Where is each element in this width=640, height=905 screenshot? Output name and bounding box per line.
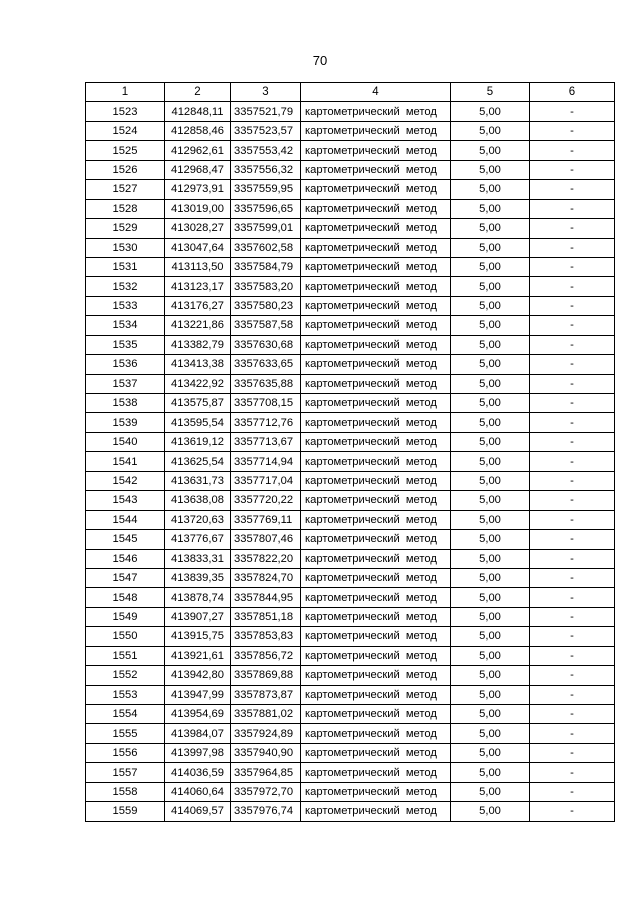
table-row bbox=[86, 257, 615, 276]
table-row bbox=[86, 724, 615, 743]
y-coordinate-cell: 3357769,11 bbox=[231, 510, 301, 529]
accuracy-cell: 5,00 bbox=[451, 627, 530, 646]
table-row bbox=[86, 355, 615, 374]
note-cell: - bbox=[530, 355, 615, 374]
table-row bbox=[86, 316, 615, 335]
column-header: 5 bbox=[451, 83, 530, 102]
note-cell: - bbox=[530, 782, 615, 801]
accuracy-cell: 5,00 bbox=[451, 646, 530, 665]
point-number-cell: 1544 bbox=[86, 510, 165, 529]
accuracy-cell: 5,00 bbox=[451, 238, 530, 257]
accuracy-cell: 5,00 bbox=[451, 802, 530, 821]
note-cell: - bbox=[530, 413, 615, 432]
point-number-cell: 1529 bbox=[86, 219, 165, 238]
method-cell: картометрический метод bbox=[301, 530, 451, 549]
y-coordinate-cell: 3357940,90 bbox=[231, 743, 301, 762]
method-cell: картометрический метод bbox=[301, 646, 451, 665]
y-coordinate-cell: 3357712,76 bbox=[231, 413, 301, 432]
accuracy-cell: 5,00 bbox=[451, 413, 530, 432]
y-coordinate-cell: 3357976,74 bbox=[231, 802, 301, 821]
accuracy-cell: 5,00 bbox=[451, 452, 530, 471]
method-cell: картометрический метод bbox=[301, 588, 451, 607]
point-number-cell: 1554 bbox=[86, 705, 165, 724]
point-number-cell: 1530 bbox=[86, 238, 165, 257]
point-number-cell: 1542 bbox=[86, 471, 165, 490]
note-cell: - bbox=[530, 743, 615, 762]
accuracy-cell: 5,00 bbox=[451, 121, 530, 140]
accuracy-cell: 5,00 bbox=[451, 549, 530, 568]
point-number-cell: 1541 bbox=[86, 452, 165, 471]
y-coordinate-cell: 3357553,42 bbox=[231, 141, 301, 160]
note-cell: - bbox=[530, 685, 615, 704]
x-coordinate-cell: 413047,64 bbox=[165, 238, 231, 257]
x-coordinate-cell: 413776,67 bbox=[165, 530, 231, 549]
point-number-cell: 1552 bbox=[86, 666, 165, 685]
x-coordinate-cell: 413984,07 bbox=[165, 724, 231, 743]
accuracy-cell: 5,00 bbox=[451, 141, 530, 160]
table-row bbox=[86, 277, 615, 296]
point-number-cell: 1551 bbox=[86, 646, 165, 665]
accuracy-cell: 5,00 bbox=[451, 257, 530, 276]
note-cell: - bbox=[530, 199, 615, 218]
point-number-cell: 1539 bbox=[86, 413, 165, 432]
point-number-cell: 1555 bbox=[86, 724, 165, 743]
y-coordinate-cell: 3357924,89 bbox=[231, 724, 301, 743]
method-cell: картометрический метод bbox=[301, 394, 451, 413]
note-cell: - bbox=[530, 374, 615, 393]
point-number-cell: 1533 bbox=[86, 296, 165, 315]
y-coordinate-cell: 3357824,70 bbox=[231, 568, 301, 587]
table-row bbox=[86, 568, 615, 587]
point-number-cell: 1540 bbox=[86, 432, 165, 451]
note-cell: - bbox=[530, 335, 615, 354]
method-cell: картометрический метод bbox=[301, 724, 451, 743]
point-number-cell: 1526 bbox=[86, 160, 165, 179]
x-coordinate-cell: 413221,86 bbox=[165, 316, 231, 335]
table-row bbox=[86, 607, 615, 626]
column-header: 2 bbox=[165, 83, 231, 102]
y-coordinate-cell: 3357556,32 bbox=[231, 160, 301, 179]
x-coordinate-cell: 412962,61 bbox=[165, 141, 231, 160]
x-coordinate-cell: 413625,54 bbox=[165, 452, 231, 471]
y-coordinate-cell: 3357853,83 bbox=[231, 627, 301, 646]
method-cell: картометрический метод bbox=[301, 277, 451, 296]
note-cell: - bbox=[530, 802, 615, 821]
accuracy-cell: 5,00 bbox=[451, 335, 530, 354]
x-coordinate-cell: 413942,80 bbox=[165, 666, 231, 685]
point-number-cell: 1558 bbox=[86, 782, 165, 801]
table-row bbox=[86, 471, 615, 490]
table-row bbox=[86, 180, 615, 199]
point-number-cell: 1556 bbox=[86, 743, 165, 762]
x-coordinate-cell: 414060,64 bbox=[165, 782, 231, 801]
accuracy-cell: 5,00 bbox=[451, 432, 530, 451]
column-header: 4 bbox=[301, 83, 451, 102]
method-cell: картометрический метод bbox=[301, 685, 451, 704]
accuracy-cell: 5,00 bbox=[451, 296, 530, 315]
x-coordinate-cell: 413915,75 bbox=[165, 627, 231, 646]
note-cell: - bbox=[530, 432, 615, 451]
note-cell: - bbox=[530, 257, 615, 276]
note-cell: - bbox=[530, 491, 615, 510]
method-cell: картометрический метод bbox=[301, 432, 451, 451]
y-coordinate-cell: 3357873,87 bbox=[231, 685, 301, 704]
accuracy-cell: 5,00 bbox=[451, 199, 530, 218]
method-cell: картометрический метод bbox=[301, 413, 451, 432]
table-row bbox=[86, 588, 615, 607]
column-header: 1 bbox=[86, 83, 165, 102]
x-coordinate-cell: 413720,63 bbox=[165, 510, 231, 529]
point-number-cell: 1535 bbox=[86, 335, 165, 354]
note-cell: - bbox=[530, 102, 615, 121]
y-coordinate-cell: 3357580,23 bbox=[231, 296, 301, 315]
x-coordinate-cell: 413422,92 bbox=[165, 374, 231, 393]
accuracy-cell: 5,00 bbox=[451, 705, 530, 724]
y-coordinate-cell: 3357523,57 bbox=[231, 121, 301, 140]
y-coordinate-cell: 3357720,22 bbox=[231, 491, 301, 510]
method-cell: картометрический метод bbox=[301, 627, 451, 646]
x-coordinate-cell: 413947,99 bbox=[165, 685, 231, 704]
table-row bbox=[86, 413, 615, 432]
x-coordinate-cell: 413176,27 bbox=[165, 296, 231, 315]
page-number: 70 bbox=[312, 53, 328, 68]
y-coordinate-cell: 3357521,79 bbox=[231, 102, 301, 121]
accuracy-cell: 5,00 bbox=[451, 607, 530, 626]
table-row bbox=[86, 296, 615, 315]
y-coordinate-cell: 3357559,95 bbox=[231, 180, 301, 199]
accuracy-cell: 5,00 bbox=[451, 491, 530, 510]
point-number-cell: 1547 bbox=[86, 568, 165, 587]
table-header-row bbox=[86, 83, 615, 102]
point-number-cell: 1528 bbox=[86, 199, 165, 218]
accuracy-cell: 5,00 bbox=[451, 394, 530, 413]
note-cell: - bbox=[530, 588, 615, 607]
y-coordinate-cell: 3357630,68 bbox=[231, 335, 301, 354]
method-cell: картометрический метод bbox=[301, 257, 451, 276]
method-cell: картометрический метод bbox=[301, 666, 451, 685]
point-number-cell: 1546 bbox=[86, 549, 165, 568]
table-row bbox=[86, 782, 615, 801]
table-row bbox=[86, 335, 615, 354]
y-coordinate-cell: 3357807,46 bbox=[231, 530, 301, 549]
x-coordinate-cell: 413839,35 bbox=[165, 568, 231, 587]
accuracy-cell: 5,00 bbox=[451, 685, 530, 704]
y-coordinate-cell: 3357599,01 bbox=[231, 219, 301, 238]
y-coordinate-cell: 3357602,58 bbox=[231, 238, 301, 257]
method-cell: картометрический метод bbox=[301, 374, 451, 393]
y-coordinate-cell: 3357822,20 bbox=[231, 549, 301, 568]
table-row bbox=[86, 199, 615, 218]
note-cell: - bbox=[530, 705, 615, 724]
table-row bbox=[86, 432, 615, 451]
point-number-cell: 1557 bbox=[86, 763, 165, 782]
y-coordinate-cell: 3357635,88 bbox=[231, 374, 301, 393]
method-cell: картометрический метод bbox=[301, 335, 451, 354]
note-cell: - bbox=[530, 549, 615, 568]
table-row bbox=[86, 646, 615, 665]
x-coordinate-cell: 414069,57 bbox=[165, 802, 231, 821]
x-coordinate-cell: 413123,17 bbox=[165, 277, 231, 296]
accuracy-cell: 5,00 bbox=[451, 160, 530, 179]
method-cell: картометрический метод bbox=[301, 452, 451, 471]
column-header: 6 bbox=[530, 83, 615, 102]
x-coordinate-cell: 413954,69 bbox=[165, 705, 231, 724]
point-number-cell: 1534 bbox=[86, 316, 165, 335]
method-cell: картометрический метод bbox=[301, 199, 451, 218]
x-coordinate-cell: 413997,98 bbox=[165, 743, 231, 762]
y-coordinate-cell: 3357881,02 bbox=[231, 705, 301, 724]
note-cell: - bbox=[530, 452, 615, 471]
point-number-cell: 1549 bbox=[86, 607, 165, 626]
x-coordinate-cell: 413921,61 bbox=[165, 646, 231, 665]
method-cell: картометрический метод bbox=[301, 705, 451, 724]
x-coordinate-cell: 413638,08 bbox=[165, 491, 231, 510]
accuracy-cell: 5,00 bbox=[451, 102, 530, 121]
method-cell: картометрический метод bbox=[301, 510, 451, 529]
table-row bbox=[86, 219, 615, 238]
accuracy-cell: 5,00 bbox=[451, 724, 530, 743]
x-coordinate-cell: 412973,91 bbox=[165, 180, 231, 199]
method-cell: картометрический метод bbox=[301, 355, 451, 374]
point-number-cell: 1523 bbox=[86, 102, 165, 121]
method-cell: картометрический метод bbox=[301, 121, 451, 140]
method-cell: картометрический метод bbox=[301, 491, 451, 510]
note-cell: - bbox=[530, 121, 615, 140]
table-body bbox=[86, 83, 615, 822]
x-coordinate-cell: 412968,47 bbox=[165, 160, 231, 179]
table-row bbox=[86, 452, 615, 471]
accuracy-cell: 5,00 bbox=[451, 374, 530, 393]
y-coordinate-cell: 3357717,04 bbox=[231, 471, 301, 490]
x-coordinate-cell: 413413,38 bbox=[165, 355, 231, 374]
table-row bbox=[86, 374, 615, 393]
method-cell: картометрический метод bbox=[301, 549, 451, 568]
method-cell: картометрический метод bbox=[301, 296, 451, 315]
point-number-cell: 1550 bbox=[86, 627, 165, 646]
method-cell: картометрический метод bbox=[301, 607, 451, 626]
point-number-cell: 1559 bbox=[86, 802, 165, 821]
point-number-cell: 1543 bbox=[86, 491, 165, 510]
x-coordinate-cell: 413028,27 bbox=[165, 219, 231, 238]
accuracy-cell: 5,00 bbox=[451, 510, 530, 529]
x-coordinate-cell: 413907,27 bbox=[165, 607, 231, 626]
table-row bbox=[86, 394, 615, 413]
point-number-cell: 1548 bbox=[86, 588, 165, 607]
note-cell: - bbox=[530, 141, 615, 160]
x-coordinate-cell: 413382,79 bbox=[165, 335, 231, 354]
note-cell: - bbox=[530, 763, 615, 782]
table-row bbox=[86, 705, 615, 724]
note-cell: - bbox=[530, 471, 615, 490]
accuracy-cell: 5,00 bbox=[451, 180, 530, 199]
table-row bbox=[86, 141, 615, 160]
table-row bbox=[86, 121, 615, 140]
table-row bbox=[86, 763, 615, 782]
y-coordinate-cell: 3357851,18 bbox=[231, 607, 301, 626]
note-cell: - bbox=[530, 238, 615, 257]
method-cell: картометрический метод bbox=[301, 763, 451, 782]
note-cell: - bbox=[530, 160, 615, 179]
table-row bbox=[86, 549, 615, 568]
note-cell: - bbox=[530, 180, 615, 199]
accuracy-cell: 5,00 bbox=[451, 530, 530, 549]
coordinates-table bbox=[85, 82, 615, 822]
accuracy-cell: 5,00 bbox=[451, 219, 530, 238]
point-number-cell: 1537 bbox=[86, 374, 165, 393]
y-coordinate-cell: 3357583,20 bbox=[231, 277, 301, 296]
method-cell: картометрический метод bbox=[301, 568, 451, 587]
x-coordinate-cell: 413619,12 bbox=[165, 432, 231, 451]
note-cell: - bbox=[530, 219, 615, 238]
method-cell: картометрический метод bbox=[301, 141, 451, 160]
y-coordinate-cell: 3357633,65 bbox=[231, 355, 301, 374]
note-cell: - bbox=[530, 296, 615, 315]
method-cell: картометрический метод bbox=[301, 316, 451, 335]
x-coordinate-cell: 413575,87 bbox=[165, 394, 231, 413]
note-cell: - bbox=[530, 510, 615, 529]
accuracy-cell: 5,00 bbox=[451, 471, 530, 490]
method-cell: картометрический метод bbox=[301, 219, 451, 238]
note-cell: - bbox=[530, 666, 615, 685]
y-coordinate-cell: 3357713,67 bbox=[231, 432, 301, 451]
method-cell: картометрический метод bbox=[301, 102, 451, 121]
x-coordinate-cell: 413113,50 bbox=[165, 257, 231, 276]
point-number-cell: 1538 bbox=[86, 394, 165, 413]
point-number-cell: 1525 bbox=[86, 141, 165, 160]
table-row bbox=[86, 238, 615, 257]
table-row bbox=[86, 530, 615, 549]
y-coordinate-cell: 3357869,88 bbox=[231, 666, 301, 685]
x-coordinate-cell: 413631,73 bbox=[165, 471, 231, 490]
note-cell: - bbox=[530, 627, 615, 646]
note-cell: - bbox=[530, 607, 615, 626]
point-number-cell: 1553 bbox=[86, 685, 165, 704]
note-cell: - bbox=[530, 316, 615, 335]
point-number-cell: 1532 bbox=[86, 277, 165, 296]
y-coordinate-cell: 3357708,15 bbox=[231, 394, 301, 413]
y-coordinate-cell: 3357587,58 bbox=[231, 316, 301, 335]
column-header: 3 bbox=[231, 83, 301, 102]
table-row bbox=[86, 802, 615, 821]
table-row bbox=[86, 160, 615, 179]
y-coordinate-cell: 3357972,70 bbox=[231, 782, 301, 801]
accuracy-cell: 5,00 bbox=[451, 782, 530, 801]
note-cell: - bbox=[530, 277, 615, 296]
point-number-cell: 1527 bbox=[86, 180, 165, 199]
y-coordinate-cell: 3357856,72 bbox=[231, 646, 301, 665]
note-cell: - bbox=[530, 646, 615, 665]
method-cell: картометрический метод bbox=[301, 238, 451, 257]
method-cell: картометрический метод bbox=[301, 180, 451, 199]
y-coordinate-cell: 3357964,85 bbox=[231, 763, 301, 782]
table-row bbox=[86, 743, 615, 762]
note-cell: - bbox=[530, 724, 615, 743]
x-coordinate-cell: 412858,46 bbox=[165, 121, 231, 140]
note-cell: - bbox=[530, 568, 615, 587]
point-number-cell: 1524 bbox=[86, 121, 165, 140]
x-coordinate-cell: 413878,74 bbox=[165, 588, 231, 607]
y-coordinate-cell: 3357714,94 bbox=[231, 452, 301, 471]
table-row bbox=[86, 627, 615, 646]
table-row bbox=[86, 666, 615, 685]
x-coordinate-cell: 412848,11 bbox=[165, 102, 231, 121]
y-coordinate-cell: 3357844,95 bbox=[231, 588, 301, 607]
accuracy-cell: 5,00 bbox=[451, 666, 530, 685]
x-coordinate-cell: 413595,54 bbox=[165, 413, 231, 432]
note-cell: - bbox=[530, 394, 615, 413]
table-row bbox=[86, 685, 615, 704]
accuracy-cell: 5,00 bbox=[451, 743, 530, 762]
point-number-cell: 1536 bbox=[86, 355, 165, 374]
accuracy-cell: 5,00 bbox=[451, 763, 530, 782]
accuracy-cell: 5,00 bbox=[451, 277, 530, 296]
note-cell: - bbox=[530, 530, 615, 549]
method-cell: картометрический метод bbox=[301, 743, 451, 762]
method-cell: картометрический метод bbox=[301, 471, 451, 490]
table-row bbox=[86, 491, 615, 510]
point-number-cell: 1545 bbox=[86, 530, 165, 549]
method-cell: картометрический метод bbox=[301, 160, 451, 179]
x-coordinate-cell: 413019,00 bbox=[165, 199, 231, 218]
accuracy-cell: 5,00 bbox=[451, 316, 530, 335]
x-coordinate-cell: 413833,31 bbox=[165, 549, 231, 568]
accuracy-cell: 5,00 bbox=[451, 568, 530, 587]
point-number-cell: 1531 bbox=[86, 257, 165, 276]
table-row bbox=[86, 102, 615, 121]
y-coordinate-cell: 3357596,65 bbox=[231, 199, 301, 218]
method-cell: картометрический метод bbox=[301, 802, 451, 821]
x-coordinate-cell: 414036,59 bbox=[165, 763, 231, 782]
accuracy-cell: 5,00 bbox=[451, 588, 530, 607]
y-coordinate-cell: 3357584,79 bbox=[231, 257, 301, 276]
table-row bbox=[86, 510, 615, 529]
method-cell: картометрический метод bbox=[301, 782, 451, 801]
accuracy-cell: 5,00 bbox=[451, 355, 530, 374]
